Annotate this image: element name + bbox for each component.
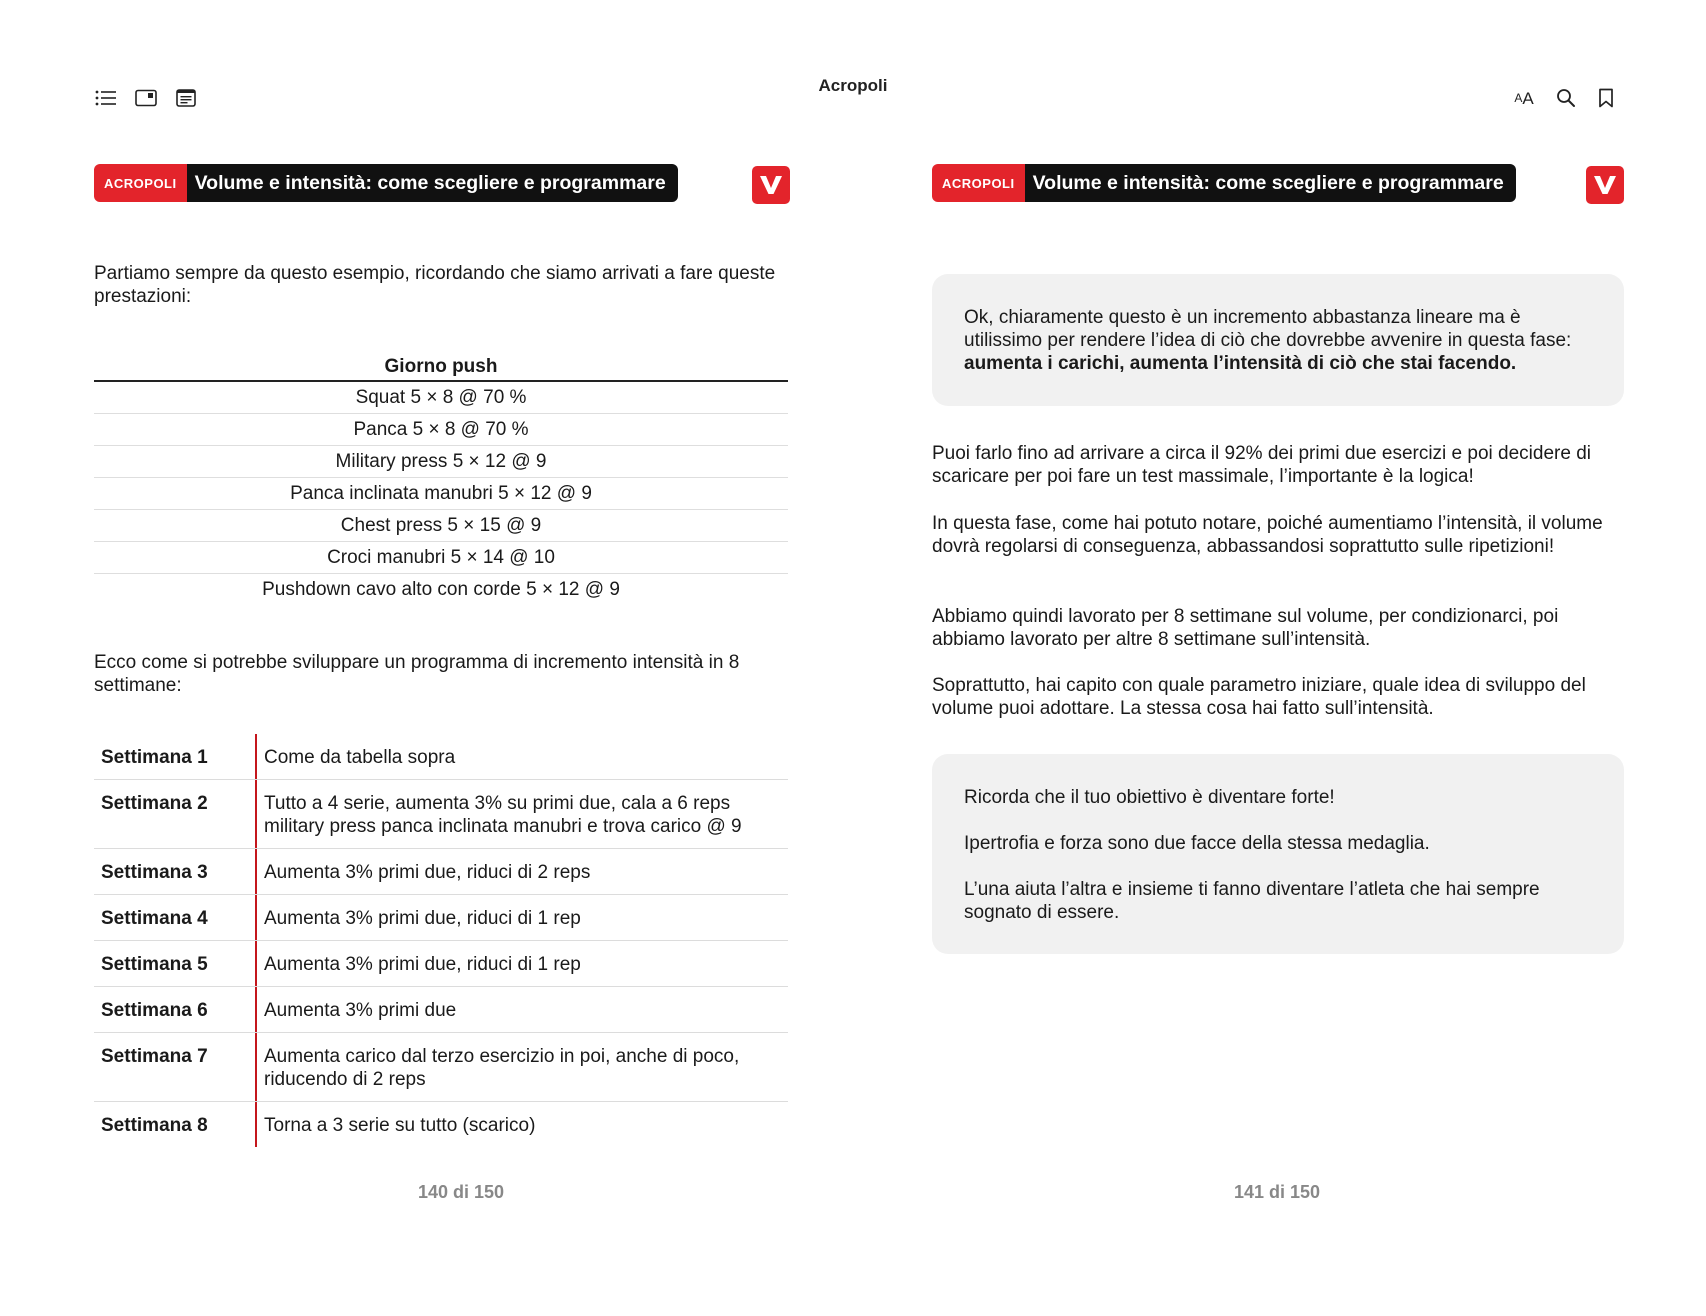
chapter-chip (94, 164, 678, 202)
week-label: Settimana 5 (94, 941, 257, 986)
reminder-line: L’una aiuta l’altra e insieme ti fanno diventare l’atleta che hai sempre sognato di essere. (964, 879, 1540, 923)
table-row (94, 849, 788, 895)
highlight-bold: aumenta i carichi, aumenta l’intensità di ciò che stai facendo. (964, 353, 1517, 374)
reader-toolbar (0, 0, 1706, 130)
week-description: Aumenta 3% primi due, riduci di 1 rep (264, 908, 581, 929)
page-number-right: 141 di 150 (1234, 1182, 1321, 1202)
week-description: Aumenta 3% primi due, riduci di 2 reps (264, 862, 591, 883)
week-label: Settimana 4 (94, 895, 257, 940)
chapter-header (932, 160, 1624, 200)
body-paragraph: Puoi farlo fino ad arrivare a circa il 92% dei primi due esercizi e poi decidere di scaricare per poi fare un test massimale, l’importante è la logica! (932, 443, 1591, 487)
week-label: Settimana 3 (94, 849, 257, 894)
week-description: Torna a 3 serie su tutto (scarico) (264, 1115, 536, 1136)
week-label: Settimana 7 (94, 1033, 257, 1101)
body-paragraph: Soprattutto, hai capito con quale parametro iniziare, quale idea di sviluppo del volume puoi adottare. La stessa cosa hai fatto sull’intensità. (932, 675, 1586, 719)
book-title: Acropoli (818, 76, 888, 95)
table-row: Pushdown cavo alto con corde 5 × 12 @ 9 (262, 579, 620, 600)
brand-label: ACROPOLI (94, 164, 187, 202)
table-row (94, 941, 788, 987)
highlight-regular: Ok, chiaramente questo è un incremento abbastanza lineare ma è utilissimo per rendere l’idea di ciò che dovrebbe avvenire in questa fase: (964, 307, 1572, 351)
body-paragraph: In questa fase, come hai potuto notare, poiché aumentiamo l’intensità, il volume dovrà regolarsi di conseguenza, abbassandosi soprattutto sulle ripetizioni! (932, 513, 1603, 557)
table-row: Military press 5 × 12 @ 9 (94, 446, 788, 478)
reminder-line: Ipertrofia e forza sono due facce della stessa medaglia. (964, 833, 1430, 854)
table-row (94, 1033, 788, 1102)
week-description: Come da tabella sopra (264, 747, 456, 768)
table-row: Croci manubri 5 × 14 @ 10 (94, 542, 788, 574)
page-number-left: 140 di 150 (418, 1182, 505, 1202)
chapter-title: Volume e intensità: come scegliere e programmare (187, 164, 678, 202)
body-paragraph: Abbiamo quindi lavorato per 8 settimane sul volume, per condizionarci, poi abbiamo lavorato per altre 8 settimane sull’intensità. (932, 606, 1559, 650)
right-page (932, 160, 1624, 923)
font-size-big-glyph: A (1522, 88, 1534, 108)
week-label: Settimana 6 (94, 987, 257, 1032)
brand-logo-icon (752, 166, 790, 204)
weekly-program-table (94, 734, 788, 1147)
font-size-small-glyph: A (1514, 91, 1523, 105)
table-row (94, 734, 788, 780)
brand-logo-icon (1586, 166, 1624, 204)
week-description: Aumenta 3% primi due, riduci di 1 rep (264, 954, 581, 975)
reminder-line: Ricorda che il tuo obiettivo è diventare forte! (964, 787, 1335, 808)
table-row: Panca inclinata manubri 5 × 12 @ 9 (94, 478, 788, 510)
table-row (94, 987, 788, 1033)
brand-label: ACROPOLI (932, 164, 1025, 202)
chapter-header (94, 160, 790, 200)
table-row: Squat 5 × 8 @ 70 % (94, 382, 788, 414)
reminder-box (932, 754, 1624, 954)
week-description: Aumenta carico dal terzo esercizio in poi, anche di poco, riducendo di 2 reps (264, 1046, 740, 1090)
week-label: Settimana 1 (94, 734, 257, 779)
table-heading: Giorno push (94, 352, 788, 382)
table-row: Panca 5 × 8 @ 70 % (94, 414, 788, 446)
week-label: Settimana 8 (94, 1102, 257, 1147)
week-description: Tutto a 4 serie, aumenta 3% su primi due, cala a 6 reps military press panca inclinata manubri e trova carico @ 9 (264, 793, 742, 837)
search-icon[interactable] (1546, 78, 1586, 118)
chapter-title: Volume e intensità: come scegliere e programmare (1025, 164, 1516, 202)
table-row (94, 1102, 788, 1147)
table-row (94, 780, 788, 849)
bookmark-icon[interactable] (1586, 78, 1626, 118)
table-row (94, 895, 788, 941)
highlight-box (932, 274, 1624, 406)
week-description: Aumenta 3% primi due (264, 1000, 457, 1021)
highlight-text (964, 306, 1592, 375)
chapter-chip (932, 164, 1516, 202)
push-day-table (94, 352, 788, 606)
left-page (94, 160, 790, 1136)
font-size-icon[interactable] (1504, 78, 1544, 118)
table-row: Chest press 5 × 15 @ 9 (94, 510, 788, 542)
program-intro-paragraph: Ecco come si potrebbe sviluppare un programma di incremento intensità in 8 settimane: (94, 652, 740, 696)
week-label: Settimana 2 (94, 780, 257, 848)
intro-paragraph: Partiamo sempre da questo esempio, ricordando che siamo arrivati a fare queste prestazioni: (94, 263, 776, 307)
